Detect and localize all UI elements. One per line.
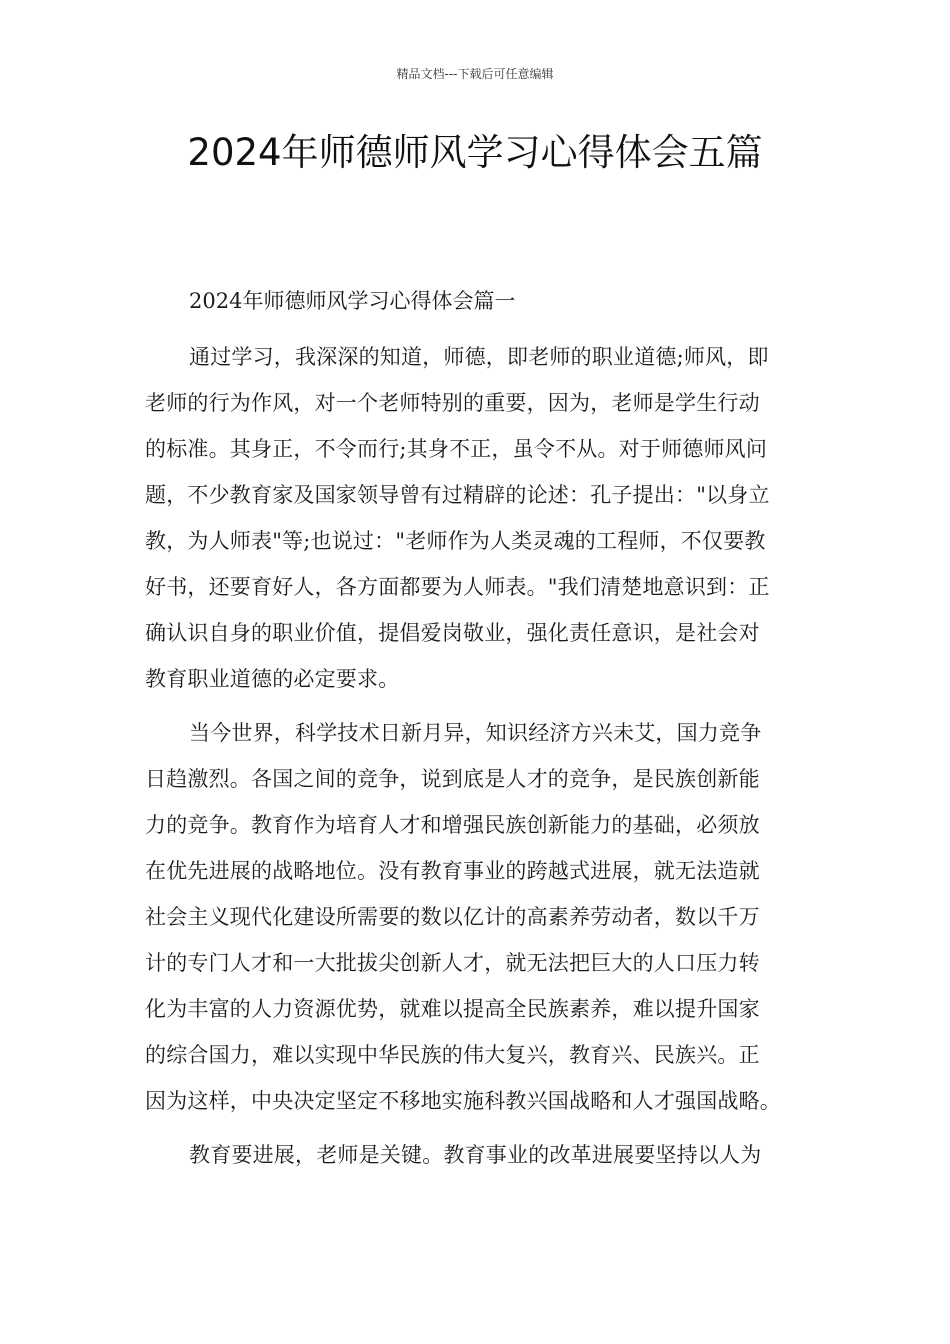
text-line: 当今世界，科学技术日新月异，知识经济方兴未艾，国力竞争 [189, 721, 762, 745]
text-line: 的标准。其身正，不令而行;其身不正，虽令不从。对于师德师风问 [145, 437, 768, 461]
text-line: 好书，还要育好人，各方面都要为人师表。"我们清楚地意识到：正 [145, 575, 770, 599]
text-line: 计的专门人才和一大批拔尖创新人才，就无法把巨大的人口压力转 [145, 951, 760, 975]
text-line: 化为丰富的人力资源优势，就难以提高全民族素养，难以提升国家 [145, 997, 760, 1021]
text-line: 教育职业道德的必定要求。 [145, 667, 400, 691]
text-line: 因为这样，中央决定坚定不移地实施科教兴国战略和人才强国战略。 [145, 1089, 781, 1113]
document-title: 2024年师德师风学习心得体会五篇 [187, 131, 763, 174]
text-line: 社会主义现代化建设所需要的数以亿计的高素养劳动者，数以千万 [145, 905, 760, 929]
text-line: 老师的行为作风，对一个老师特别的重要，因为，老师是学生行动 [145, 391, 760, 415]
text-line: 通过学习，我深深的知道，师德，即老师的职业道德;师风，即 [189, 345, 769, 369]
text-line: 的综合国力，难以实现中华民族的伟大复兴，教育兴、民族兴。正 [145, 1043, 760, 1067]
paragraph-1 [145, 334, 807, 702]
text-line: 日趋激烈。各国之间的竞争，说到底是人才的竞争，是民族创新能 [145, 767, 760, 791]
paragraph-2 [145, 710, 807, 1124]
paragraph-3 [145, 1132, 807, 1178]
document-body [145, 280, 807, 1178]
header-note: 精品文档---下载后可任意编辑 [396, 67, 554, 81]
text-line: 确认识自身的职业价值，提倡爱岗敬业，强化责任意识，是社会对 [145, 621, 760, 645]
text-line: 教，为人师表"等;也说过："老师作为人类灵魂的工程师，不仅要教 [145, 529, 766, 553]
section-heading: 2024年师德师风学习心得体会篇一 [189, 289, 516, 313]
text-line: 力的竞争。教育作为培育人才和增强民族创新能力的基础，必须放 [145, 813, 760, 837]
text-line: 教育要进展，老师是关键。教育事业的改革进展要坚持以人为 [189, 1143, 762, 1167]
text-line: 题，不少教育家及国家领导曾有过精辟的论述：孔子提出："以身立 [145, 483, 770, 507]
text-line: 在优先进展的战略地位。没有教育事业的跨越式进展，就无法造就 [145, 859, 760, 883]
